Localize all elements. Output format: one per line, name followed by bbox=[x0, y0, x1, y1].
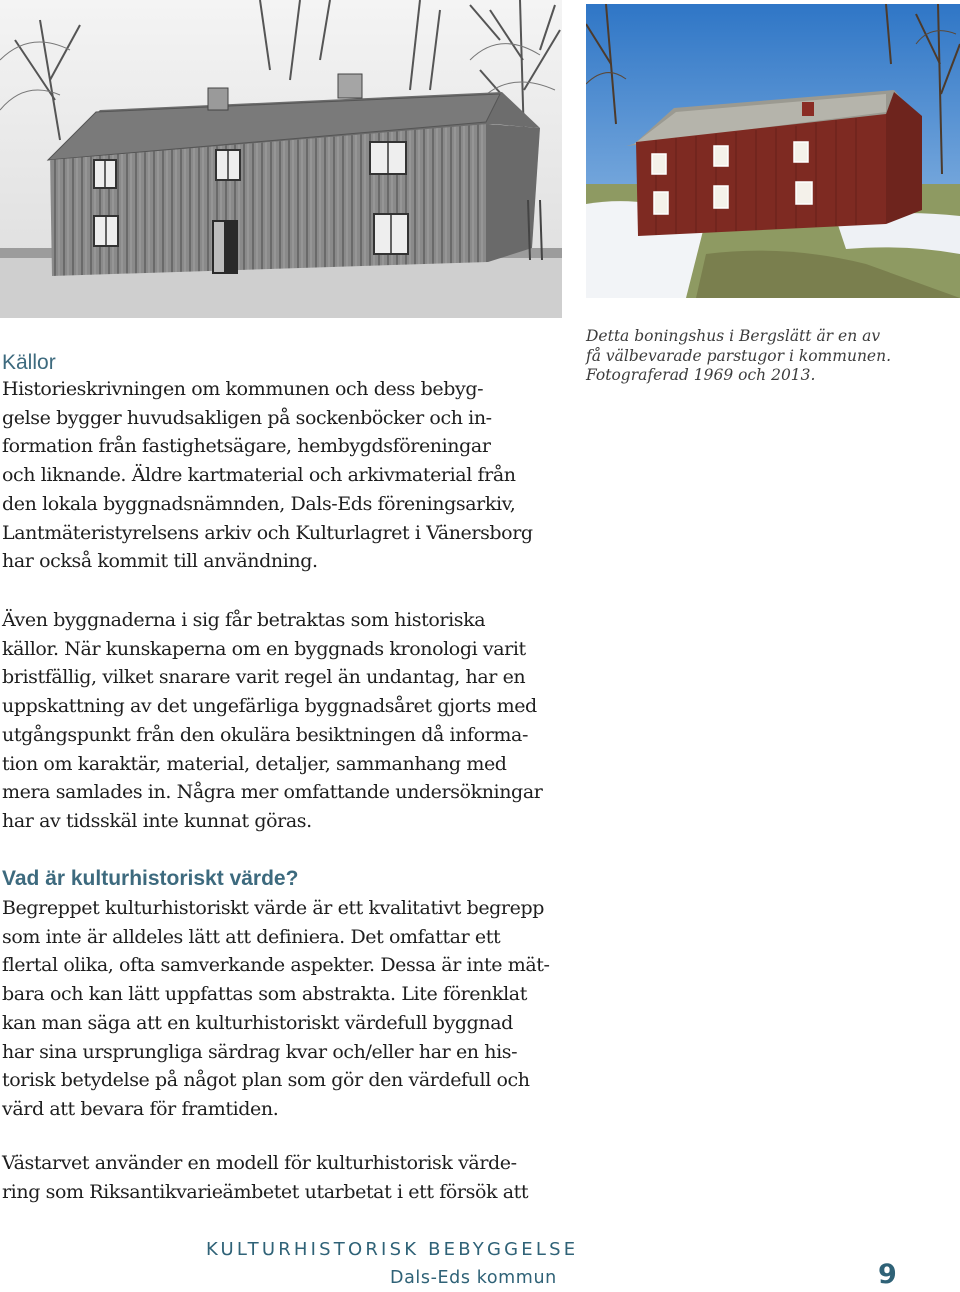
paragraph-line: tion om karaktär, material, detaljer, sammanhang med bbox=[2, 752, 507, 775]
paragraph-line: Historieskrivningen om kommunen och dess bebyg- bbox=[2, 378, 484, 400]
footer-title: KULTURHISTORISK BEBYGGELSE bbox=[206, 1239, 579, 1260]
caption-line: få välbevarade parstugor i kommunen. bbox=[586, 346, 892, 365]
paragraph-line: formation från fastighetsägare, hembygdsföreningar bbox=[2, 435, 491, 458]
paragraph-line: ring som Riksantikvarieämbetet utarbetat i ett försök att bbox=[2, 1180, 529, 1203]
sources-heading: Källor bbox=[2, 351, 56, 374]
paragraph-line: som inte är alldeles lätt att definiera. Det omfattar ett bbox=[2, 925, 501, 948]
paragraph-line: bristfällig, vilket snarare varit regel än undantag, har en bbox=[2, 666, 526, 689]
paragraph-line: kan man säga att en kulturhistoriskt värdefull byggnad bbox=[2, 1011, 513, 1034]
paragraph-line: gelse bygger huvudsakligen på sockenböcker och in- bbox=[2, 406, 492, 429]
photo-caption bbox=[586, 327, 926, 386]
caption-line: Fotograferad 1969 och 2013. bbox=[586, 366, 816, 384]
buildings-paragraph bbox=[2, 606, 577, 836]
sources-paragraph bbox=[2, 375, 577, 576]
paragraph-line: värd att bevara för framtiden. bbox=[2, 1097, 279, 1120]
paragraph-line: uppskattning av det ungefärliga byggnadsåret gjorts med bbox=[2, 695, 537, 718]
value-paragraph bbox=[2, 894, 577, 1124]
paragraph-line: har sina ursprungliga särdrag kvar och/eller har en his- bbox=[2, 1040, 518, 1063]
paragraph-line: Västarvet använder en modell för kulturhistorisk värde- bbox=[2, 1152, 517, 1174]
photo-house-2013 bbox=[586, 4, 960, 298]
footer-subtitle: Dals-Eds kommun bbox=[390, 1268, 557, 1288]
paragraph-line: Även byggnaderna i sig får betraktas som historiska bbox=[2, 609, 486, 631]
photo-house-1969 bbox=[0, 0, 562, 318]
paragraph-line: Begreppet kulturhistoriskt värde är ett kvalitativt begrepp bbox=[2, 897, 544, 919]
page-number: 9 bbox=[878, 1259, 897, 1290]
paragraph-line: Lantmäteristyrelsens arkiv och Kulturlagret i Vänersborg bbox=[2, 521, 533, 544]
caption-line: Detta boningshus i Bergslätt är en av bbox=[586, 327, 881, 345]
paragraph-line: mera samlades in. Några mer omfattande undersökningar bbox=[2, 781, 543, 804]
paragraph-line: bara och kan lätt uppfattas som abstrakta. Lite förenklat bbox=[2, 983, 527, 1006]
paragraph-line: har av tidsskäl inte kunnat göras. bbox=[2, 809, 312, 832]
paragraph-line: källor. När kunskaperna om en byggnads kronologi varit bbox=[2, 637, 526, 660]
model-paragraph bbox=[2, 1149, 577, 1206]
paragraph-line: utgångspunkt från den okulära besiktningen då informa- bbox=[2, 723, 528, 746]
paragraph-line: torisk betydelse på något plan som gör den värdefull och bbox=[2, 1069, 530, 1092]
paragraph-line: har också kommit till användning. bbox=[2, 550, 318, 573]
paragraph-line: den lokala byggnadsnämnden, Dals-Eds föreningsarkiv, bbox=[2, 492, 516, 515]
paragraph-line: flertal olika, ofta samverkande aspekter. Dessa är inte mät- bbox=[2, 954, 550, 977]
value-heading: Vad är kulturhistoriskt värde? bbox=[2, 867, 299, 890]
paragraph-line: och liknande. Äldre kartmaterial och arkivmaterial från bbox=[2, 464, 516, 487]
